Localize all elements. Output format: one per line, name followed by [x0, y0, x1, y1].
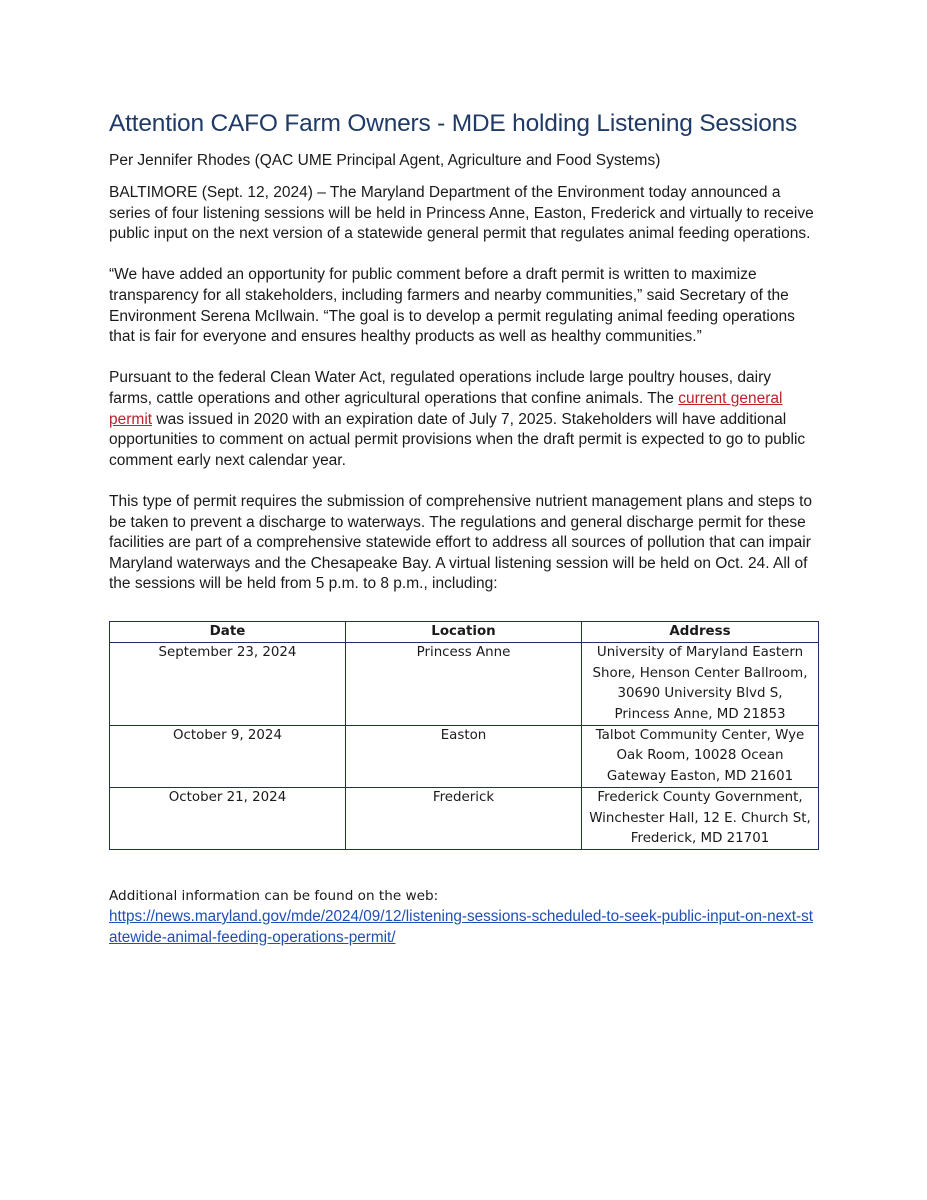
table-row	[110, 788, 819, 850]
document-page	[109, 110, 818, 948]
session-address: Frederick County Government, Winchester Hall, 12 E. Church St, Frederick, MD 21701	[582, 788, 819, 850]
additional-info	[109, 886, 818, 948]
current-general-permit-link[interactable]: current general permit	[109, 389, 783, 428]
table-row	[110, 643, 819, 726]
paragraph-announcement: BALTIMORE (Sept. 12, 2024) – The Maryland Department of the Environment today announced a series of four listening sessions will be held in Princess Anne, Easton, Frederick and virtually to receive public input on the next version of a statewide general permit that regulates animal feeding operations.	[109, 184, 814, 243]
paragraph-clean-water-act	[109, 368, 818, 471]
session-date: September 23, 2024	[110, 643, 346, 726]
paragraph-text-after-link: was issued in 2020 with an expiration date of July 7, 2025. Stakeholders will have additional opportunities to comment on actual permit provisions when the draft permit is expected to go to public comment early next calendar year.	[109, 410, 806, 469]
session-date: October 9, 2024	[110, 725, 346, 787]
session-location: Frederick	[346, 788, 582, 850]
byline: Per Jennifer Rhodes (QAC UME Principal Agent, Agriculture and Food Systems)	[109, 152, 661, 169]
paragraph-text-before-link: Pursuant to the federal Clean Water Act, regulated operations include large poultry houses, dairy farms, cattle operations and other agricultural operations that confine animals. The	[109, 369, 772, 407]
news-article-link[interactable]: https://news.maryland.gov/mde/2024/09/12/listening-sessions-scheduled-to-seek-public-input-on-next-statewide-animal-feeding-operations-permit/	[109, 907, 814, 946]
listening-sessions-table	[109, 621, 819, 850]
session-address: University of Maryland Eastern Shore, Henson Center Ballroom, 30690 University Blvd S, Princess Anne, MD 21853	[582, 643, 819, 726]
session-location: Princess Anne	[346, 643, 582, 726]
page-title: Attention CAFO Farm Owners - MDE holding Listening Sessions	[109, 110, 798, 137]
additional-info-label: Additional information can be found on the web:	[109, 888, 439, 905]
session-date: October 21, 2024	[110, 788, 346, 850]
session-location: Easton	[346, 725, 582, 787]
table-header-row	[110, 621, 819, 642]
header-date: Date	[110, 621, 346, 642]
paragraph-permit-requirements: This type of permit requires the submission of comprehensive nutrient management plans and steps to be taken to prevent a discharge to waterways. The regulations and general discharge permit for these facilities are part of a comprehensive statewide effort to address all sources of pollution that can impair Maryland waterways and the Chesapeake Bay. A virtual listening session will be held on Oct. 24. All of the sessions will be held from 5 p.m. to 8 p.m., including:	[109, 492, 813, 593]
header-location: Location	[346, 621, 582, 642]
header-address: Address	[582, 621, 819, 642]
table-row	[110, 725, 819, 787]
session-address: Talbot Community Center, Wye Oak Room, 10028 Ocean Gateway Easton, MD 21601	[582, 725, 819, 787]
paragraph-quote: “We have added an opportunity for public comment before a draft permit is written to maximize transparency for all stakeholders, including farmers and nearby communities,” said Secretary of the Environment Serena McIlwain. “The goal is to develop a permit regulating animal feeding operations that is fair for everyone and ensures healthy products as well as healthy communities.”	[109, 266, 795, 346]
